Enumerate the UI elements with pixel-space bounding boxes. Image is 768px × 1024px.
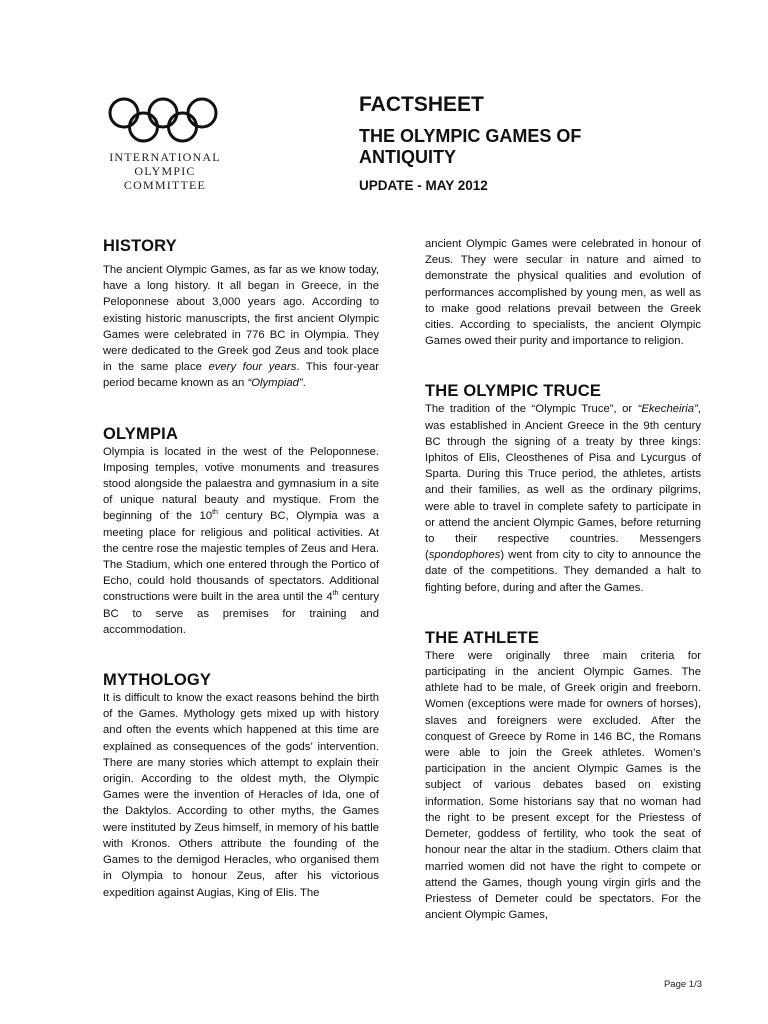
truce-text: The tradition of the “Olympic Truce”, or “Ekecheiria”, was established in Ancient Greece in the 9th century BC through the signing of a treaty by three kings: Iphitos of Elis, Cleosthenes of Pisa and Lycurgus of Sparta. During this Truce period, the athletes, artists and their families, as well as the ordinary pilgrims, were able to travel in complete safety to participate in or attend the ancient Olympic Games, before returning to their respective countries. Messengers (spondophores) went from city to city to announce the date of the competitions. They demanded a halt to fighting before, during and after the Games.	[425, 403, 701, 594]
document-header	[359, 92, 699, 194]
ioc-logo	[104, 96, 228, 192]
org-name-line: COMMITTEE	[123, 178, 207, 192]
org-name-line: INTERNATIONAL	[109, 150, 221, 164]
update-date: UPDATE - MAY 2012	[359, 178, 488, 193]
history-text: The ancient Olympic Games, as far as we know today, have a long history. It all began in Greece, in the Peloponnese about 3,000 years ago. According to existing historic manuscripts, the first ancient Olympic Games were celebrated in 776 BC in Olympia. They were dedicated to the Greek god Zeus and took place in the same place every four years. This four-year period became known as an “Olympiad”.	[103, 264, 380, 390]
olympic-rings-icon	[106, 96, 221, 144]
mythology-heading: MYTHOLOGY	[103, 671, 212, 690]
mythology-continued-text: ancient Olympic Games were celebrated in honour of Zeus. They were secular in nature and aimed to demonstrate the physical qualities and evolution of performances accomplished by young men, as well as to make good relations prevail between the Greek cities. According to specialists, the ancient Olympic Games owed their purity and importance to religion.	[425, 238, 701, 348]
olympia-text: Olympia is located in the west of the Peloponnese. Imposing temples, votive monuments and treasures stood alongside the palaestra and gymnasium in a site of unique natural beauty and mystique. From the beginning of the 10th century BC, Olympia was a meeting place for religious and political activities. At the centre rose the majestic temples of Zeus and Hera. The Stadium, which one entered through the Portico of Echo, could hold thousands of spectators. Additional constructions were built in the area until the 4th century BC to serve as premises for training and accommodation.	[103, 445, 380, 636]
history-heading: HISTORY	[103, 237, 177, 255]
athlete-heading: THE ATHLETE	[425, 628, 540, 647]
doc-type: FACTSHEET	[359, 93, 484, 116]
olympia-heading: OLYMPIA	[103, 424, 179, 443]
org-name-line: OLYMPIC	[134, 164, 196, 178]
left-column	[103, 236, 379, 901]
org-name	[104, 150, 228, 192]
mythology-text: It is difficult to know the exact reasons behind the birth of the Games. Mythology gets mixed up with history and often the events which happened at this time are explained as consequences of the gods’ intervention. There are many stories which attempt to explain their origin. According to the oldest myth, the Olympic Games were the invention of Heracles of Ida, one of the Daktylos. According to other myths, the Games were instituted by Zeus himself, in memory of his battle with Kronos. Others attribute the founding of the Games to the demigod Heracles, who organised them in Olympia to honour Zeus, after his victorious expedition against Augias, King of Elis. The	[103, 692, 379, 899]
athlete-text: There were originally three main criteria for participating in the ancient Olympic Games. The athlete had to be male, of Greek origin and freeborn. Women (exceptions were made for owners of horses), slaves and foreigners were excluded. After the conquest of Greece by Rome in 146 BC, the Romans were able to join the Greek athletes. Women’s participation in the ancient Olympic Games is the subject of various debates based on existing information. Some historians say that no woman had the right to be present except for the Priestess of Demeter, goddess of fertility, who took the seat of honour near the altar in the stadium. Others claim that married women did not have the right to compete or attend the Games, though young virgin girls and the Priestess of Demeter could be spectators. For the ancient Olympic Games,	[425, 649, 701, 922]
truce-heading: THE OLYMPIC TRUCE	[425, 382, 602, 401]
right-column	[425, 236, 701, 923]
page-title: THE OLYMPIC GAMES OF ANTIQUITY	[359, 126, 582, 167]
page-number: Page 1/3	[663, 979, 702, 990]
